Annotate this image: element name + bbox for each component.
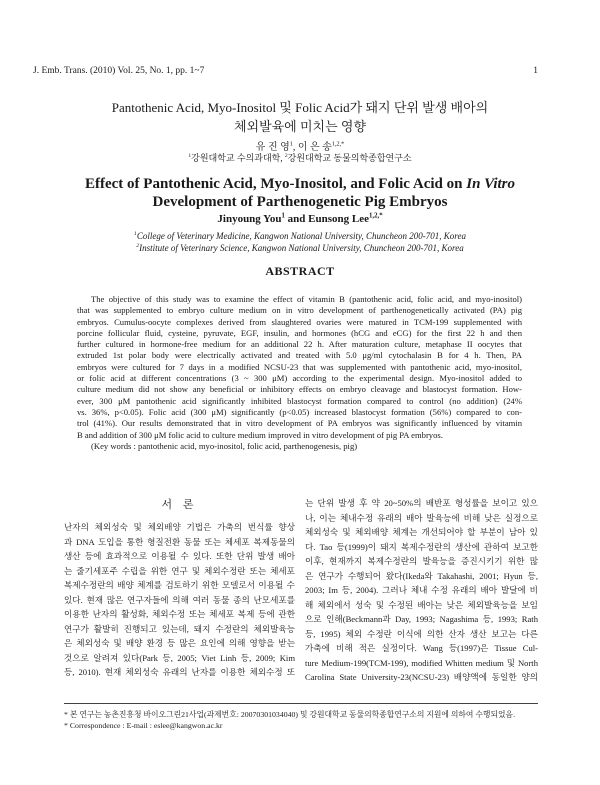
korean-title-line-1: Pantothenic Acid, Myo-Inositol 및 Folic Acid가 돼지 단위 발생 배아의 [111, 100, 489, 115]
body-text-line: 는 줄기세포주 수립을 위한 연구 및 체외수정란 또는 체세포 [64, 565, 295, 576]
english-title-line-2: Development of Parthenogenetic Pig Embryos [152, 194, 448, 210]
body-text-line: 다. Tao 등(1999)이 돼지 복제수정란의 생산에 관하여 보고한 [305, 541, 538, 552]
abstract-line: that was supplemented to embryo culture medium on in vitro development of parthenogenetically activated (PA) pig [77, 305, 522, 316]
abstract-line: The objective of this study was to examine the effect of vitamin B (pantothenic acid, folic acid, and myo-inositol) [91, 294, 522, 304]
korean-affil-1: 강원대학교 수의과대학, [191, 153, 285, 163]
running-head: J. Emb. Trans. (2010) Vol. 25, No. 1, pp. 1~7 [33, 66, 205, 76]
korean-author-1: 유 진 영 [255, 142, 290, 153]
abstract-line: B and addition of 300 μM folic acid to culture medium improved in vitro development of pig PA embryos. [77, 429, 443, 440]
english-title-text: Effect of Pantothenic Acid, Myo-Inositol, and Folic Acid on [84, 176, 467, 192]
korean-affil-2-mark: 2 [284, 153, 288, 159]
english-affil-2-text: Institute of Veterinary Science, Kangwon National University, Chuncheon 200-701, Korea [139, 243, 464, 253]
korean-affil-1-mark: 1 [188, 153, 192, 159]
english-affil-2-mark: 2 [136, 243, 140, 249]
body-text-line: ture Medium-199(TCM-199), modified Whitten medium 및 North [305, 657, 538, 668]
korean-affil-2: 강원대학교 동물의학종합연구소 [287, 153, 412, 163]
abstract-line: ever, 300 μM pantothenic acid significantly inhibited blastocyst formation compared to control (no addition) (24% [77, 395, 522, 406]
footnote-correspondence: * Correspondence : E-mail : eslee@kangwon.ac.kr [64, 721, 223, 730]
korean-author-1-mark: 1 [289, 140, 293, 148]
english-author-1-mark: 1 [281, 212, 285, 220]
body-text-line: 있다. 현재 많은 연구자들에 의해 여러 동물 종의 난모세포를 [64, 594, 295, 605]
body-text-line: 연구가 활발히 진행되고 있는데, 돼지 수정란의 체외발육능 [64, 623, 295, 634]
body-text-line: 으로 인해(Beckmann과 Day, 1993; Nagashima 등, 1993; Rath [305, 614, 538, 624]
section-heading-introduction: 서 론 [161, 499, 198, 511]
body-text-line: 은 연구가 수행되어 왔다(Ikeda와 Takahashi, 2001; Hyun 등, [305, 570, 538, 581]
body-text-line: 은 체외성숙 및 배양 환경 등 많은 요인에 의해 영향을 받는 [64, 638, 295, 648]
body-text-line: 것으로 알려져 있다(Park 등, 2005; Viet Linh 등, 2009; Kim [64, 652, 295, 663]
abstract-line: or folic acid at different concentrations (3 ~ 300 μM) according to the experimental design. Myo-inositol added to [77, 373, 522, 384]
body-text-line: 이후, 현재까지 복제수정란의 발육능을 증진시키기 위한 많 [305, 556, 538, 566]
english-affil-1-text: College of Veterinary Medicine, Kangwon National University, Chuncheon 200-701, Korea [136, 231, 466, 241]
english-affiliation-1 [0, 231, 600, 241]
abstract-line: further cultured in hormone-free medium for an additional 22 h. After maturation culture, metaphase II oocytes that [77, 339, 522, 350]
body-text-line: 생산 등에 효과적으로 이용될 수 있다. 또한 단위 발생 배아 [64, 551, 295, 561]
abstract-line: trol (41%). Our results demonstrated that in vitro development of PA embryos was significantly influenced by vitamin [77, 418, 522, 429]
english-title-italic: In Vitro [466, 176, 516, 192]
english-affil-1-mark: 1 [134, 231, 137, 237]
english-author-1: Jinyoung You [217, 213, 282, 225]
body-text-line: 해 체외에서 성숙 및 수정된 배아는 낮은 체외발육능을 보임 [305, 599, 538, 610]
english-title-line-1 [0, 176, 600, 193]
korean-title-line-2: 체외발육에 미치는 영향 [233, 119, 367, 134]
abstract-line: embryos. Cumulus-oocyte complexes derived from slaughtered ovaries were matured in TCM-199 supplemented with [77, 316, 522, 327]
korean-author-2-mark: 1,2,* [331, 140, 345, 148]
body-text-line: Carolina State University-23(NCSU-23) 배양액에 동일한 양의 [305, 672, 538, 682]
body-text-line: 체외성숙 및 체외배양 체계는 개선되어야 할 부분이 남아 있 [305, 527, 538, 537]
english-authors [0, 213, 600, 225]
body-text-line: 는 단위 발생 후 약 20~50%의 배반포 형성률을 보이고 있으 [305, 498, 538, 508]
english-affiliation-2 [0, 243, 600, 253]
abstract-heading: ABSTRACT [265, 264, 335, 278]
body-text-line: 이용한 난자의 활성화, 체외수정 또는 체세포 복제 등에 관한 [64, 609, 295, 619]
body-column-right [305, 496, 538, 685]
body-text-line: 난자의 체외성숙 및 체외배양 기법은 가축의 번식률 향상 [64, 522, 295, 532]
body-text-line: 등, 1995) 체외 수정란 이식에 의한 산자 생산 보고는 다른 [305, 628, 538, 639]
korean-affiliations [0, 151, 600, 164]
abstract-line: embryos were cultured for 7 days in a modified NCSU-23 that was supplemented with pantothenic acid, myo-inositol, [77, 361, 522, 372]
body-text-line: 나, 이는 체내수정 유래의 배아 발육능에 비해 낮은 실정으로 [305, 512, 538, 523]
english-author-2: Eunsong Lee [308, 213, 369, 225]
body-text-line: 등, 2010). 현재 체외성숙 유래의 난자를 이용한 체외수정 또 [64, 667, 295, 677]
body-text-line: 과 DNA 도입을 통한 형질전환 동물 또는 체세포 복제동물의 [64, 536, 295, 547]
abstract-line: extruded 1st polar body were electrically activated and treated with 5.0 μg/ml cytochalasin B for 4 h. Then, PA [77, 350, 522, 361]
abstract-body [77, 294, 522, 452]
page-number: 1 [533, 66, 538, 76]
english-author-separator: and [284, 213, 309, 225]
body-text-line: 2003; Im 등, 2004). 그러나 체내 수정 유래의 배아 발달에 비 [305, 585, 538, 595]
korean-author-2: 이 은 송 [297, 142, 332, 153]
abstract-line: culture medium did not show any beneficial or inhibitory effects on embryo cleavage and blastocyst formation. How- [77, 384, 522, 395]
footnote-divider [64, 703, 538, 704]
body-text-line: 복제수정란의 배양 체계를 검토하기 위한 모델로서 이용될 수 [64, 580, 295, 590]
english-author-2-mark: 1,2,* [368, 212, 383, 220]
body-text-line: 가축에 비해 적은 실정이다. Wang 등(1997)은 Tissue Cul- [305, 643, 538, 653]
korean-author-separator: , [292, 142, 298, 153]
abstract-line: porcine follicular fluid, cysteine, pyruvate, EGF, insulin, and hormones (hCG and eCG) for the first 22 h and then [77, 327, 522, 338]
abstract-line: (Key words : pantothenic acid, myo-inositol, folic acid, parthenogenesis, pig) [91, 440, 358, 451]
abstract-line: vs. 36%, p<0.05). Folic acid (300 μM) significantly (p<0.05) increased blastocyst formation (56%) compared to con- [77, 406, 522, 417]
body-column-left [64, 520, 295, 680]
footnote-funding: * 본 연구는 농촌진흥청 바이오그린21사업(과제번호: 20070301034040) 및 강원대학교 동물의학종합연구소의 지원에 의하여 수행되었음. [64, 710, 516, 719]
